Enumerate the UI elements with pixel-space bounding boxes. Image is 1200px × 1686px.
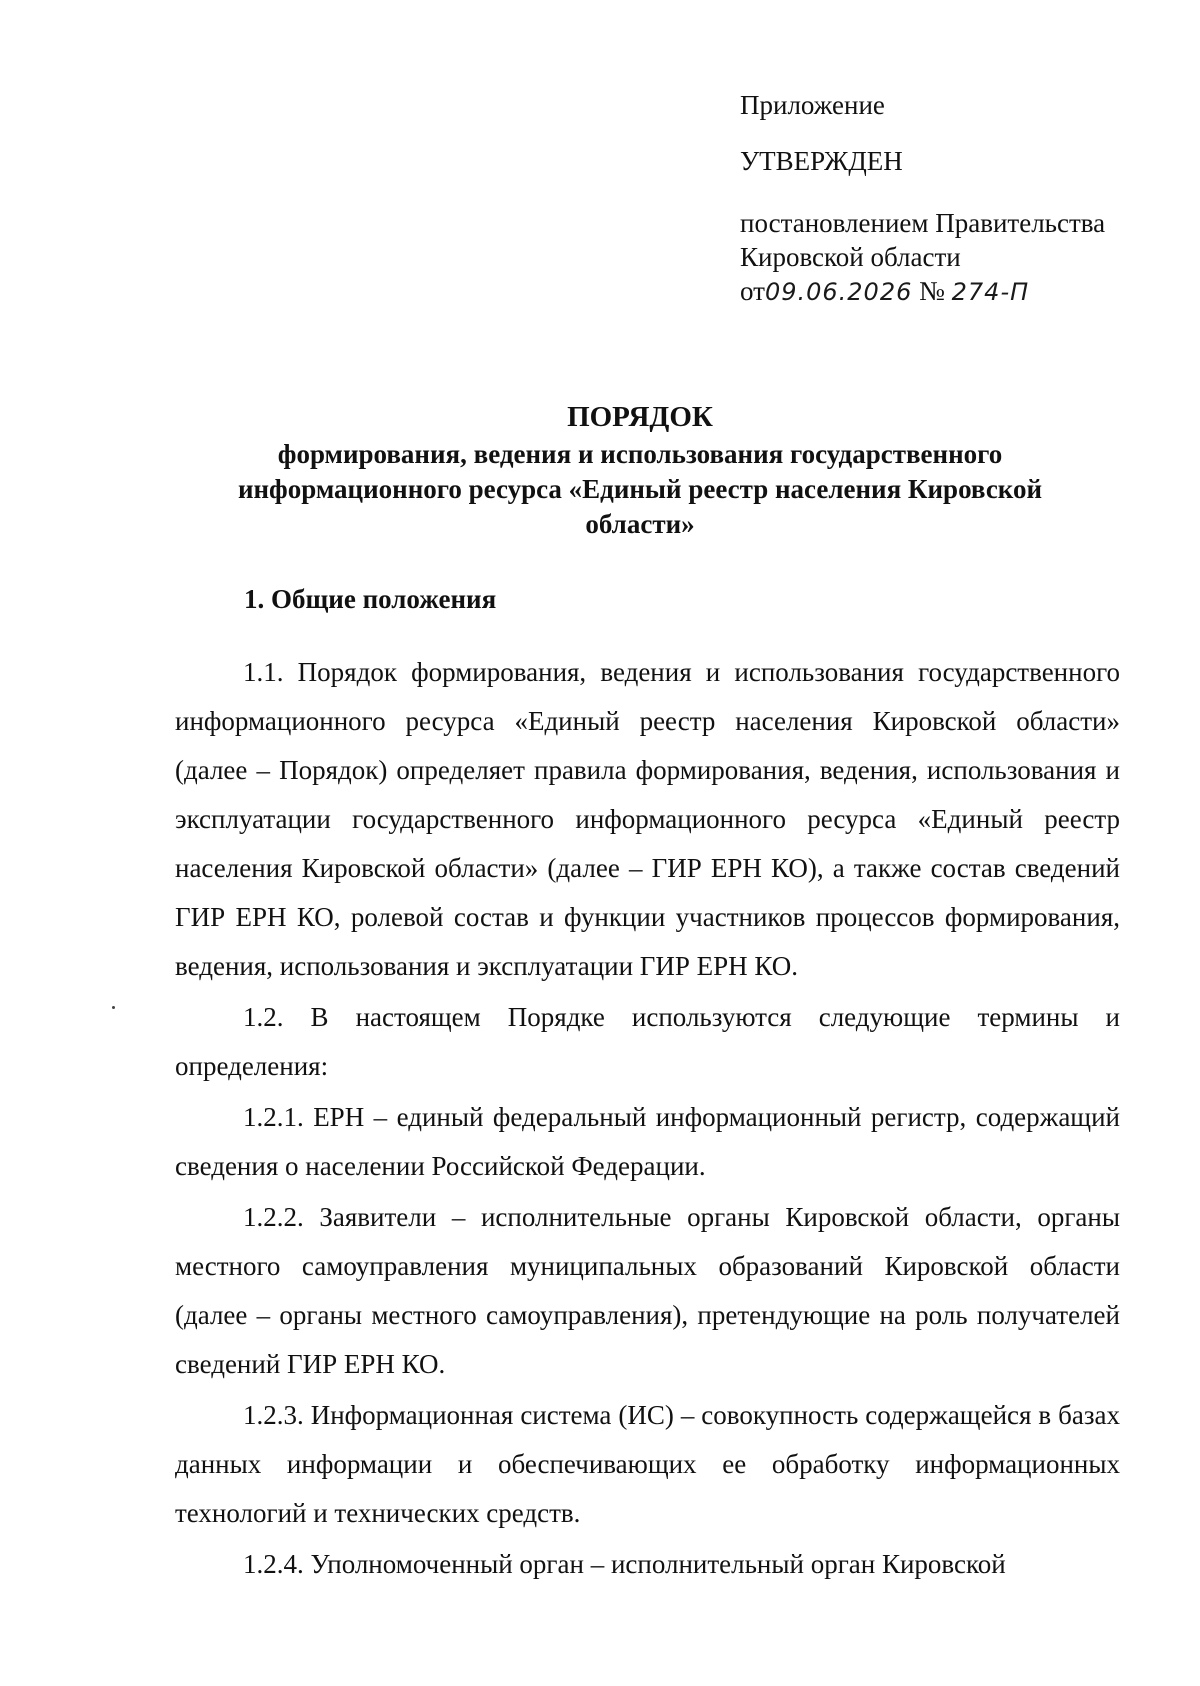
date-prefix: от — [740, 276, 765, 306]
approved-label: УТВЕРЖДЕН — [740, 146, 903, 176]
title-line-2: информационного ресурса «Единый реестр населения Кировской — [237, 474, 1043, 504]
handwritten-number: 274-П — [951, 278, 1030, 306]
approved-by-line-2: Кировской области — [740, 242, 961, 272]
paragraph-1-2-4: 1.2.4. Уполномоченный орган – исполнительный орган Кировской — [243, 1549, 1006, 1579]
number-sign: № — [919, 276, 945, 306]
title-main: ПОРЯДОК — [567, 401, 713, 433]
approval-date-line — [740, 274, 1160, 309]
paragraph-1-1: 1.1. Порядок формирования, ведения и использования государственного информационного ресурса «Единый реестр населения Кировской области» (далее – Порядок) определяет правила формирования, ведения, использования и эксплуатации государственного информационного ресурса «Единый реестр населения Кировской области» (далее – ГИР ЕРН КО), а также состав сведений ГИР ЕРН КО, ролевой состав и функции участников процессов формирования, ведения, использования и эксплуатации ГИР ЕРН КО. — [175, 657, 1120, 981]
approved-by-line-1: постановлением Правительства — [740, 208, 1106, 238]
paragraph-1-2-3: 1.2.3. Информационная система (ИС) – совокупность содержащейся в базах данных информации и обеспечивающих ее обработку информационных технологий и технических средств. — [175, 1400, 1120, 1528]
title-line-3: области» — [585, 509, 695, 539]
approval-block — [740, 88, 1160, 309]
document-title — [150, 400, 1130, 542]
section-body — [175, 648, 1120, 1591]
paragraph-1-2-2: 1.2.2. Заявители – исполнительные органы Кировской области, органы местного самоуправления муниципальных образований Кировской области (далее – органы местного самоуправления), претендующие на роль получателей сведений ГИР ЕРН КО. — [175, 1202, 1120, 1379]
paragraph-1-2: 1.2. В настоящем Порядке используются следующие термины и определения: — [175, 1002, 1120, 1081]
paragraph-1-2-1: 1.2.1. ЕРН – единый федеральный информационный регистр, содержащий сведения о населении Российской Федерации. — [175, 1102, 1120, 1181]
title-line-1: формирования, ведения и использования государственного — [277, 439, 1003, 469]
margin-dot — [112, 1006, 115, 1009]
handwritten-date: 09.06.2026 — [764, 278, 913, 306]
appendix-label: Приложение — [740, 90, 885, 120]
section-heading: 1. Общие положения — [244, 584, 497, 614]
